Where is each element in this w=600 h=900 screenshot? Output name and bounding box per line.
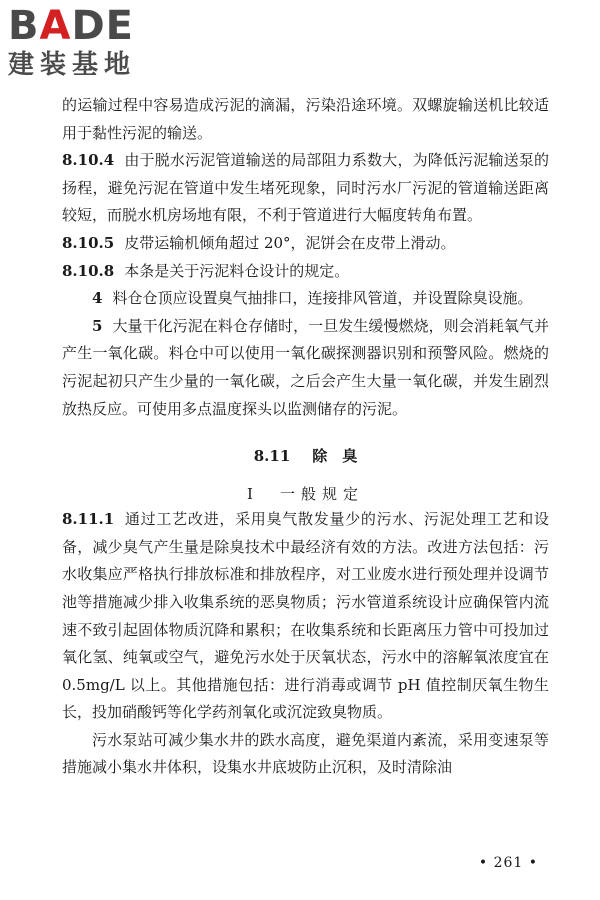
item-number: 4	[92, 289, 103, 308]
item-4	[62, 285, 549, 313]
page-body	[62, 92, 549, 782]
item-text: 料仓仓顶应设置臭气抽排口，连接排风管道，并设置除臭设施。	[112, 289, 533, 308]
clause-text: 皮带运输机倾角超过 20°，泥饼会在皮带上滑动。	[124, 233, 456, 252]
logo-wordmark: BADE	[8, 3, 134, 49]
page-number: • 261 •	[478, 855, 538, 871]
item-number: 5	[92, 316, 103, 335]
clause-8-10-5	[62, 230, 549, 258]
clause-number: 8.10.4	[62, 151, 115, 170]
clause-8-10-8	[62, 258, 549, 286]
section-number: 8.11	[253, 447, 291, 466]
bade-logo	[8, 4, 178, 90]
subsection-heading: Ⅰ 一般规定	[247, 485, 364, 504]
clause-number: 8.10.5	[62, 233, 115, 252]
clause-text: 通过工艺改进，采用臭气散发量少的污水、污泥处理工艺和设备，减少臭气产生量是除臭技术中最经济有效的方法。改进方法包括：污水收集应严格执行排放标准和排放程序，对工业废水进行预处理并设调节池等措施减少排入收集系统的恶臭物质；污水管道系统设计应确保管内流速不致引起固体物质沉降和累积；在收集系统和长距离压力管中可投加过氧化氢、纯氧或空气，避免污水处于厌氧状态，污水中的溶解氧浓度宜在 0.5mg/L 以上。其他措施包括：进行消毒或调节 pH 值控制厌氧生物生长，投加硝酸钙等化学药剂氧化或沉淀致臭物质。	[62, 510, 549, 722]
clause-number: 8.11.1	[62, 510, 115, 529]
clause-text: 由于脱水污泥管道输送的局部阻力系数大，为降低污泥输送泵的扬程，避免污泥在管道中发生堵死现象，同时污水厂污泥的管道输送距离较短，而脱水机房场地有限，不利于管道进行大幅度转角布置。	[62, 151, 549, 225]
section-title: 除 臭	[312, 447, 358, 466]
item-text: 大量干化污泥在料仓存储时，一旦发生缓慢燃烧，则会消耗氧气并产生一氧化碳。料仓中可以使用一氧化碳探测器识别和预警风险。燃烧的污泥起初只产生少量的一氧化碳，之后会产生大量一氧化碳，并发生剧烈放热反应。可使用多点温度探头以监测储存的污泥。	[62, 316, 549, 418]
section-heading	[62, 443, 549, 470]
clause-number: 8.10.8	[62, 261, 115, 280]
paragraph-continuation: 污水泵站可减少集水井的跌水高度，避免渠道内紊流，采用变速泵等措施减小集水井体积，设集水井底坡防止沉积，及时清除油	[62, 730, 549, 777]
logo-subtitle: 建装基地	[8, 50, 137, 80]
clause-8-11-1	[62, 506, 549, 727]
item-5	[62, 313, 549, 423]
clause-8-10-4	[62, 147, 549, 230]
clause-text: 本条是关于污泥料仓设计的规定。	[124, 261, 350, 280]
paragraph-continuation: 的运输过程中容易造成污泥的滴漏，污染沿途环境。双螺旋输送机比较适用于黏性污泥的输送。	[62, 96, 549, 142]
